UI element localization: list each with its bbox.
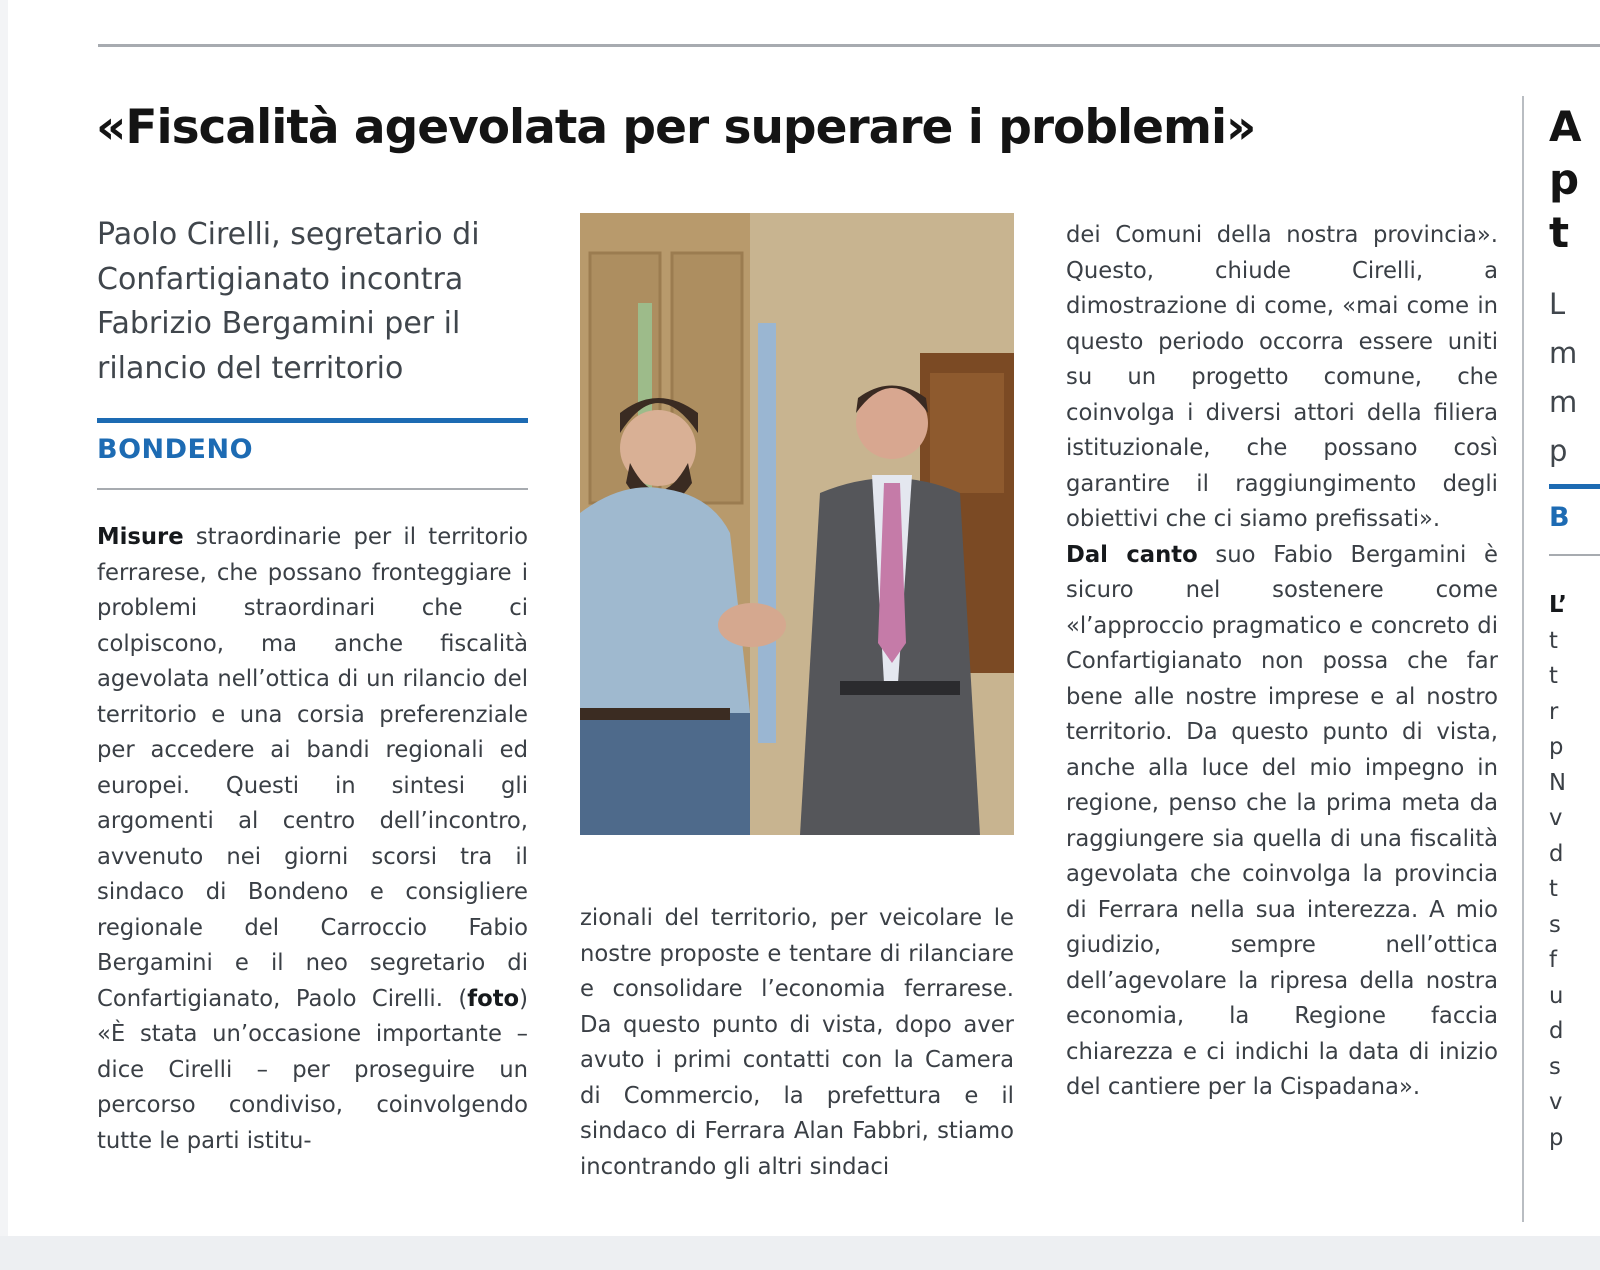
top-rule — [98, 44, 1600, 47]
subtitle-fragment: m — [1549, 336, 1578, 370]
subtitle-fragment: L — [1549, 287, 1566, 321]
bottom-bar — [0, 1236, 1600, 1270]
next-article-subtitle — [1549, 280, 1577, 476]
body-fragment: f — [1549, 947, 1557, 973]
title-fragment: p — [1549, 155, 1580, 204]
next-article-body — [1549, 588, 1567, 1156]
paragraph: zionali del territorio, per veicolare le nostre proposte e tentare di rilanciare e consolidare l’economia ferrarese. Da questo punto di vista, dopo aver avuto i primi contatti con la Camera di Commercio, la prefettura e il sindaco di Ferrara Alan Fabbri, stiamo incontrando gli altri sindaci — [580, 905, 1014, 1180]
body-fragment: p — [1549, 734, 1564, 760]
body-fragment: t — [1549, 627, 1558, 654]
body-fragment: u — [1549, 982, 1564, 1009]
section-rule-top — [97, 418, 528, 423]
body-fragment: s — [1549, 911, 1561, 938]
body-fragment — [1549, 588, 1567, 624]
body-text: ) «È stata un’occasione importante – dice Cirelli – per proseguire un percorso condiviso, coinvolgendo tutte le parti istitu- — [97, 985, 528, 1154]
lead-word: L’ — [1549, 592, 1567, 618]
body-fragment: s — [1549, 1053, 1561, 1080]
body-fragment: t — [1549, 663, 1558, 689]
body-fragment: v — [1549, 1089, 1563, 1115]
lead-word: Misure — [97, 524, 184, 550]
paragraph: dei Comuni della nostra provincia». Questo, chiude Cirelli, a dimostrazione di come, «mai come in questo periodo occorra essere uniti su un progetto comune, che coinvolga i diversi attori della filiera istituzionale, che possano così garantire il raggiungimento degli obiettivi che ci siamo prefissati». — [1066, 222, 1498, 532]
body-fragment: t — [1549, 876, 1558, 902]
photo-ref: foto — [467, 985, 520, 1012]
body-fragment: r — [1549, 698, 1559, 725]
page-edge — [0, 0, 8, 1236]
article-column-2 — [580, 901, 1014, 1185]
subtitle-fragment: p — [1549, 434, 1568, 468]
body-fragment: p — [1549, 1124, 1564, 1151]
article-subtitle: Paolo Cirelli, segretario di Confartigianato incontra Fabrizio Bergamini per il rilancio del territorio — [97, 217, 480, 386]
article-headline: «Fiscalità agevolata per superare i problemi» — [96, 100, 1256, 155]
next-section-rule-bottom — [1549, 554, 1600, 556]
column-separator — [1522, 96, 1524, 1222]
body-fragment: N — [1549, 769, 1566, 796]
article-column-1 — [97, 520, 528, 1159]
title-fragment: A — [1549, 102, 1582, 151]
body-fragment: d — [1549, 840, 1564, 867]
body-fragment: d — [1549, 1018, 1564, 1044]
next-section-rule-top — [1549, 484, 1600, 489]
section-rule-bottom — [97, 488, 528, 490]
next-article-title — [1549, 100, 1582, 259]
subtitle-fragment: m — [1549, 385, 1578, 419]
next-section-label: B — [1549, 502, 1570, 533]
handshake-photo — [580, 213, 1014, 835]
article-column-3 — [1066, 218, 1498, 1106]
title-fragment: t — [1549, 208, 1570, 257]
paragraph — [97, 520, 528, 1159]
lead-word: Dal canto — [1066, 541, 1198, 568]
body-fragment: v — [1549, 805, 1563, 831]
section-label: BONDENO — [97, 434, 254, 465]
body-text: suo Fabio Bergamini è sicuro nel sostenere come «l’approccio pragmatico e concreto di Confartigianato non possa che far bene alle nostre imprese e al nostro territorio. Da questo punto di vista, anche alla luce del mio impegno in regione, penso che la prima meta da raggiungere sia quella di una fiscalità agevolata che coinvolga la provincia di Ferrara nella sua interezza. A mio giudizio, sempre nell’ottica dell’agevolare la ripresa della nostra economia, la Regione faccia chiarezza e ci indichi la data di inizio del cantiere per la Cispadana». — [1066, 541, 1498, 1100]
body-text: straordinarie per il territorio ferrarese, che possano fronteggiare i problemi straordinari che ci colpiscono, ma anche fiscalità agevolata nell’ottica di un rilancio del territorio e una corsia preferenziale per accedere ai bandi regionali ed europei. Questi in sintesi gli argomenti al centro dell’incontro, avvenuto nei giorni scorsi tra il sindaco di Bondeno e consigliere regionale del Carroccio Fabio Bergamini e il neo segretario di Confartigianato, Paolo Cirelli. ( — [97, 524, 528, 1012]
article-photo — [580, 213, 1014, 835]
paragraph — [1066, 538, 1498, 1106]
